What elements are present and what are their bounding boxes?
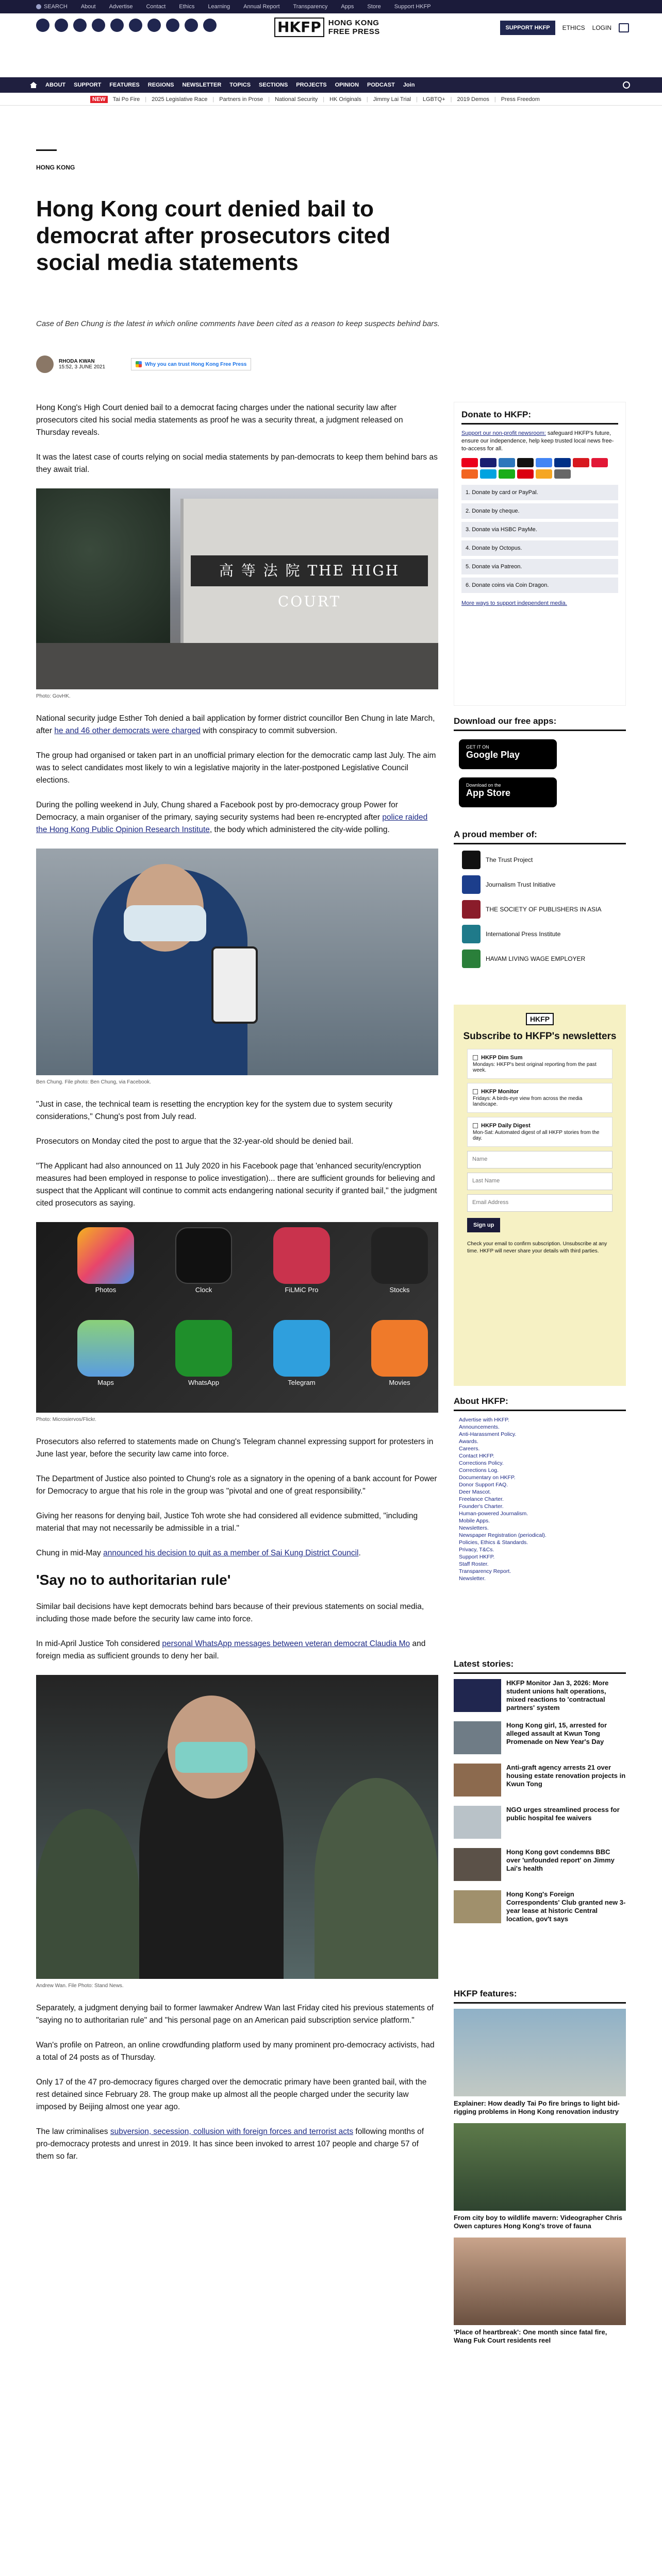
latest-stories-widget bbox=[454, 1659, 626, 1933]
threads-icon[interactable] bbox=[110, 19, 124, 32]
about-link[interactable]: Freelance Charter. bbox=[459, 1496, 504, 1502]
story-thumbnail bbox=[454, 1890, 501, 1923]
about-link[interactable]: Transparency Report. bbox=[459, 1568, 511, 1574]
unionpay-icon bbox=[573, 458, 589, 467]
photo-caption: Andrew Wan. File Photo: Stand News. bbox=[36, 1983, 124, 1989]
paragraph: The group had organised or taken part in an unofficial primary election for the democratic camp last July. The aim was to select candidates most likely to win a legislative majority in the later-postponed Legislative Council elections. bbox=[36, 751, 436, 785]
about-link[interactable]: Privacy, T&Cs. bbox=[459, 1547, 494, 1553]
features-heading: HKFP features: bbox=[454, 1989, 626, 2004]
nav-topics[interactable]: TOPICS bbox=[229, 82, 251, 88]
about-link[interactable]: Awards. bbox=[459, 1438, 478, 1445]
nav-podcast[interactable]: PODCAST bbox=[367, 82, 395, 88]
header-actions bbox=[500, 21, 629, 35]
paragraph: The law criminalises subversion, secession, collusion with foreign forces and terrorist acts following months of pro-democracy protests and unrest in 2019. It has since been invoked to arrest 107 people and charge 57 of them so far. bbox=[36, 2127, 424, 2161]
rss-icon[interactable] bbox=[203, 19, 217, 32]
topbar-store[interactable]: Store bbox=[367, 4, 381, 10]
paragraph: In mid-April Justice Toh considered personal WhatsApp messages between veteran democrat Claudia Mo and foreign media as sufficient grounds to deny her bail. bbox=[36, 1639, 426, 1660]
linkedin-icon[interactable] bbox=[185, 19, 198, 32]
inline-link[interactable]: subversion, secession, collusion with foreign forces and terrorist acts bbox=[110, 2127, 354, 2136]
telegram-icon[interactable] bbox=[147, 19, 161, 32]
topbar-ethics[interactable]: Ethics bbox=[179, 4, 195, 10]
topbar-support[interactable]: Support HKFP bbox=[394, 4, 431, 10]
donate-option[interactable]: 4. Donate by Octopus. bbox=[461, 540, 618, 556]
feature-item[interactable]: 'Place of heartbreak': One month since fatal fire, Wang Fuk Court residents reel bbox=[454, 2238, 626, 2345]
membership-logo[interactable]: The Trust Project bbox=[462, 851, 626, 869]
paragraph: It was the latest case of courts relying on social media statements by pan-democrats to keep them behind bars as they await trial. bbox=[36, 453, 438, 474]
paragraph: Hong Kong's High Court denied bail to a democrat facing charges under the national security law after prosecutors cited his social media statements as proof he was a security threat, a judgment released on Thursday reveals. bbox=[36, 403, 403, 437]
main-nav bbox=[0, 77, 662, 93]
paragraph: Wan's profile on Patreon, an online crowdfunding platform used by many prominent pro-democracy activists, had a total of 24 posts as of Thursday. bbox=[36, 2041, 435, 2062]
about-list bbox=[454, 1416, 626, 1582]
feature-item[interactable]: From city boy to wildlife mavern: Videographer Chris Owen captures Hong Kong's trove of fauna bbox=[454, 2123, 626, 2230]
apps-heading: Download our free apps: bbox=[454, 716, 626, 731]
telegram-app-icon bbox=[273, 1320, 330, 1377]
donate-option[interactable]: 2. Donate by cheque. bbox=[461, 503, 618, 519]
about-heading: About HKFP: bbox=[454, 1396, 626, 1411]
story-item[interactable]: Anti-graft agency arrests 21 over housing estate renovation projects in Kwun Tong bbox=[454, 1764, 626, 1797]
trending-item[interactable]: Tai Po Fire bbox=[112, 96, 140, 103]
trust-project-icon bbox=[462, 851, 481, 869]
donate-option[interactable]: 3. Donate via HSBC PayMe. bbox=[461, 522, 618, 537]
paragraph: Prosecutors also referred to statements made on Chung's Telegram channel expressing support for protesters in June last year, before the security law came into force. bbox=[36, 1437, 434, 1459]
author-avatar bbox=[36, 355, 54, 373]
trust-hkfp-button[interactable]: Why you can trust Hong Kong Free Press bbox=[131, 358, 251, 370]
kicker-rule bbox=[36, 149, 57, 151]
about-link[interactable]: Newspaper Registration (periodical). bbox=[459, 1532, 547, 1538]
feature-image bbox=[454, 2123, 626, 2211]
newsletter-disclaimer: Check your email to confirm subscription. Unsubscribe at any time. HKFP will never share your details with third parties. bbox=[467, 1241, 607, 1254]
newsletter-option[interactable]: HKFP Monitor Fridays: A birds-eye view from across the media landscape. bbox=[467, 1083, 613, 1113]
article-subtitle: Case of Ben Chung is the latest in which online comments have been cited as a reason to keep suspects behind bars. bbox=[36, 319, 440, 328]
visa-icon bbox=[480, 458, 496, 467]
top-utility-bar bbox=[0, 0, 662, 13]
memberships-heading: A proud member of: bbox=[454, 829, 626, 844]
donate-option[interactable]: 1. Donate by card or PayPal. bbox=[461, 485, 618, 500]
trending-item[interactable]: Partners in Prose bbox=[219, 96, 263, 103]
nav-search-icon[interactable] bbox=[623, 81, 630, 89]
membership-logo[interactable]: THE SOCIETY OF PUBLISHERS IN ASIA bbox=[462, 900, 626, 919]
trending-item[interactable]: Press Freedom bbox=[501, 96, 540, 103]
story-item[interactable]: Hong Kong's Foreign Correspondents' Club granted new 3-year lease at historic Central location, gov't says bbox=[454, 1890, 626, 1923]
about-link[interactable]: Donor Support FAQ. bbox=[459, 1482, 508, 1488]
name-input[interactable]: Name bbox=[467, 1151, 613, 1168]
last-name-input[interactable]: Last Name bbox=[467, 1173, 613, 1190]
newsletter-logo: HKFP bbox=[526, 1013, 554, 1025]
logo-text: HONG KONG FREE PRESS bbox=[328, 19, 380, 36]
inline-link[interactable]: he and 46 other democrats were charged bbox=[54, 726, 201, 735]
x-icon[interactable] bbox=[55, 19, 68, 32]
apple-pay-icon bbox=[517, 458, 534, 467]
paragraph: The Department of Justice also pointed to Chung's role as a signatory in the opening of a bank account for Power for Democracy to argue that his role in the group was "pivotal and one of great responsibility." bbox=[36, 1475, 437, 1496]
jti-icon bbox=[462, 875, 481, 894]
youtube-icon[interactable] bbox=[92, 19, 105, 32]
nav-newsletter[interactable]: NEWSLETTER bbox=[182, 82, 222, 88]
more-support-link[interactable]: More ways to support independent media. bbox=[461, 600, 567, 606]
bank-icon bbox=[554, 469, 571, 479]
whatsapp-app-icon bbox=[175, 1320, 232, 1377]
logo-mark: HKFP bbox=[274, 18, 324, 37]
memberships-widget bbox=[454, 829, 626, 968]
story-thumbnail bbox=[454, 1806, 501, 1839]
email-input[interactable]: Email Address bbox=[467, 1194, 613, 1212]
story-item[interactable]: Hong Kong govt condemns BBC over 'unfounded report' on Jimmy Lai's health bbox=[454, 1848, 626, 1881]
latest-heading: Latest stories: bbox=[454, 1659, 626, 1674]
stocks-app-icon bbox=[371, 1227, 428, 1284]
mastodon-icon[interactable] bbox=[129, 19, 142, 32]
signup-button[interactable]: Sign up bbox=[467, 1218, 500, 1232]
wechat-pay-icon bbox=[499, 469, 515, 479]
instagram-icon[interactable] bbox=[73, 19, 87, 32]
search-icon bbox=[36, 4, 41, 9]
photo-caption: Photo: GovHK. bbox=[36, 693, 71, 699]
apps-widget bbox=[454, 716, 626, 807]
about-link[interactable]: Announcements. bbox=[459, 1424, 500, 1430]
trending-bar: NEW Tai Po Fire | 2025 Legislative Race | Partners in Prose | National Security | HK Originals | Jimmy Lai Trial | LGBTQ+ | 2019 Demos | Press Freedom bbox=[0, 93, 662, 106]
google-news-icon bbox=[136, 361, 142, 367]
mastercard-icon bbox=[461, 458, 478, 467]
filmic-app-icon bbox=[273, 1227, 330, 1284]
about-link[interactable]: Human-powered Journalism. bbox=[459, 1511, 528, 1517]
publish-date: 15:52, 3 JUNE 2021 bbox=[59, 364, 106, 370]
trending-item[interactable]: 2019 Demos bbox=[457, 96, 489, 103]
facebook-icon[interactable] bbox=[36, 19, 49, 32]
nav-regions[interactable]: REGIONS bbox=[147, 82, 174, 88]
feature-image bbox=[454, 2238, 626, 2325]
about-link[interactable]: Deer Mascot. bbox=[459, 1489, 491, 1495]
byline bbox=[36, 355, 251, 373]
sopa-icon bbox=[462, 900, 481, 919]
photos-app-icon bbox=[77, 1227, 134, 1284]
topbar-apps[interactable]: Apps bbox=[341, 4, 354, 10]
topbar-transparency[interactable]: Transparency bbox=[293, 4, 328, 10]
ethics-link[interactable]: ETHICS bbox=[562, 24, 585, 31]
checkbox[interactable] bbox=[473, 1123, 478, 1128]
article-category[interactable]: HONG KONG bbox=[36, 164, 75, 171]
google-pay-icon bbox=[536, 458, 552, 467]
membership-logo[interactable]: HAVAM LIVING WAGE EMPLOYER bbox=[462, 950, 626, 968]
story-item[interactable]: HKFP Monitor Jan 3, 2026: More student unions halt operations, mixed reactions to 'contractual partners' system bbox=[454, 1679, 626, 1712]
about-link[interactable]: Corrections Policy. bbox=[459, 1460, 504, 1466]
newsletter-widget bbox=[454, 1005, 626, 1386]
donate-option[interactable]: 6. Donate coins via Coin Dragon. bbox=[461, 578, 618, 593]
paypal-icon bbox=[554, 458, 571, 467]
topbar-about[interactable]: About bbox=[80, 4, 96, 10]
about-link[interactable]: Documentary on HKFP. bbox=[459, 1475, 516, 1481]
topbar-contact[interactable]: Contact bbox=[146, 4, 166, 10]
about-link[interactable]: Anti-Harassment Policy. bbox=[459, 1431, 517, 1437]
amex-icon bbox=[499, 458, 515, 467]
nav-features[interactable]: FEATURES bbox=[109, 82, 140, 88]
donate-heading: Donate to HKFP: bbox=[461, 410, 618, 425]
paragraph: Similar bail decisions have kept democrats behind bars because of their previous statements on social media, including those made before the security law came into force. bbox=[36, 1602, 424, 1623]
topbar-search[interactable]: SEARCH bbox=[36, 4, 68, 10]
story-thumbnail bbox=[454, 1679, 501, 1712]
donate-option[interactable]: 5. Donate via Patreon. bbox=[461, 559, 618, 574]
feature-image bbox=[454, 2009, 626, 2096]
inline-link[interactable]: announced his decision to quit as a member of Sai Kung District Council bbox=[103, 1549, 359, 1557]
story-thumbnail bbox=[454, 1764, 501, 1797]
donate-link[interactable]: Support our non-profit newsroom: bbox=[461, 430, 546, 436]
movies-app-icon bbox=[371, 1320, 428, 1377]
court-sign: 高 等 法 院 THE HIGH COURT bbox=[191, 555, 428, 586]
living-wage-icon bbox=[462, 950, 481, 968]
paragraph: During the polling weekend in July, Chung shared a Facebook post by pro-democracy group Power for Democracy, a main organiser of the primary, saying security systems had been re-encrypted after police raided the Hong Kong Public Opinion Research Institute, the body which administered the city-wide polling. bbox=[36, 801, 428, 834]
checkbox[interactable] bbox=[473, 1089, 478, 1094]
about-link[interactable]: Mobile Apps. bbox=[459, 1518, 490, 1524]
trending-item[interactable]: 2025 Legislative Race bbox=[152, 96, 208, 103]
story-thumbnail bbox=[454, 1721, 501, 1754]
paragraph: Giving her reasons for denying bail, Justice Toh wrote she had considered all evidence submitted, "including material that may not necessarily be admissible in a trial." bbox=[36, 1512, 418, 1533]
membership-logo[interactable]: International Press Institute bbox=[462, 925, 626, 943]
nav-support[interactable]: SUPPORT bbox=[74, 82, 102, 88]
paragraph: Chung in mid-May announced his decision to quit as a member of Sai Kung District Council. bbox=[36, 1549, 361, 1557]
newsletter-option[interactable]: HKFP Dim Sum Mondays: HKFP's best original reporting from the past week. bbox=[467, 1049, 613, 1079]
new-badge: NEW bbox=[90, 96, 108, 103]
ipi-icon bbox=[462, 925, 481, 943]
paragraph: Only 17 of the 47 pro-democracy figures charged over the democratic primary have been granted bail, with the rest detained since February 28. The group make up almost all the people charged under the security law imposed by Beijing almost one year ago. bbox=[36, 2078, 427, 2111]
feature-item[interactable]: Explainer: How deadly Tai Po fire brings to light bid-rigging problems in Hong Kong renovation industry bbox=[454, 2009, 626, 2116]
payment-methods bbox=[461, 458, 618, 479]
photo-caption: Ben Chung. File photo: Ben Chung, via Facebook. bbox=[36, 1079, 151, 1085]
donate-widget: Donate to HKFP: Support our non-profit newsroom: safeguard HKFP's future, ensure our independence, help keep trusted local news free-to-access for all. 1. Donate by card or PayPal. 2. Donate by cheque. 3. Donate via HSBC PayMe. 4. Donate by Octopus. 5. Donate via Patreon. 6. Donate coins via Coin Dragon. More ways to support independent media. bbox=[454, 402, 626, 706]
membership-logo[interactable]: Journalism Trust Initiative bbox=[462, 875, 626, 894]
trending-item[interactable]: LGBTQ+ bbox=[422, 96, 445, 103]
newsletter-heading: Subscribe to HKFP's newsletters bbox=[463, 1031, 617, 1042]
jcb-icon bbox=[591, 458, 608, 467]
about-link[interactable]: Founder's Charter. bbox=[459, 1503, 504, 1510]
app-store-button[interactable]: Download on the App Store bbox=[459, 777, 557, 807]
nav-projects[interactable]: PROJECTS bbox=[296, 82, 327, 88]
author-name[interactable]: RHODA KWAN bbox=[59, 359, 95, 364]
paragraph: "Just in case, the technical team is resetting the encryption key for the system due to system security considerations," Chung's post from July read. bbox=[36, 1100, 393, 1121]
about-link[interactable]: Support HKFP. bbox=[459, 1554, 495, 1560]
inline-link[interactable]: police raided the Hong Kong Public Opinion Research Institute bbox=[36, 813, 428, 834]
home-icon[interactable] bbox=[30, 82, 37, 88]
about-link[interactable]: Contact HKFP. bbox=[459, 1453, 494, 1459]
cart-icon[interactable] bbox=[619, 23, 629, 32]
maps-app-icon bbox=[77, 1320, 134, 1377]
google-play-button[interactable]: GET IT ON Google Play bbox=[459, 739, 557, 769]
trending-item[interactable]: National Security bbox=[275, 96, 318, 103]
trending-item[interactable]: Jimmy Lai Trial bbox=[373, 96, 411, 103]
about-link[interactable]: Newsletter. bbox=[459, 1575, 486, 1582]
topbar-annual-report[interactable]: Annual Report bbox=[243, 4, 280, 10]
nav-join[interactable]: Join bbox=[403, 82, 415, 88]
inline-link[interactable]: personal WhatsApp messages between veteran democrat Claudia Mo bbox=[162, 1639, 410, 1648]
login-link[interactable]: LOGIN bbox=[592, 24, 611, 31]
payme-icon bbox=[517, 469, 534, 479]
whatsapp-icon[interactable] bbox=[166, 19, 179, 32]
about-link[interactable]: Advertise with HKFP. bbox=[459, 1417, 509, 1423]
topbar-advertise[interactable]: Advertise bbox=[109, 4, 133, 10]
article-body bbox=[36, 402, 438, 2175]
features-widget bbox=[454, 1989, 626, 2352]
story-item[interactable]: Hong Kong girl, 15, arrested for alleged assault at Kwun Tong Promenade on New Year's Day bbox=[454, 1721, 626, 1754]
section-heading: 'Say no to authoritarian rule' bbox=[36, 1572, 231, 1588]
octopus-icon bbox=[536, 469, 552, 479]
story-thumbnail bbox=[454, 1848, 501, 1881]
about-link[interactable]: Newsletters. bbox=[459, 1525, 489, 1531]
clock-app-icon bbox=[175, 1227, 232, 1284]
about-link[interactable]: Careers. bbox=[459, 1446, 480, 1452]
topbar-learning[interactable]: Learning bbox=[208, 4, 230, 10]
article-title: Hong Kong court denied bail to democrat after prosecutors cited social media statements bbox=[36, 196, 391, 275]
nav-about[interactable]: ABOUT bbox=[45, 82, 66, 88]
story-item[interactable]: NGO urges streamlined process for public hospital fee waivers bbox=[454, 1806, 626, 1839]
paragraph: Separately, a judgment denying bail to former lawmaker Andrew Wan last Friday cited his previous statements of "saying no to authoritarian rule" and "his personal page on an American paid subscription service platform." bbox=[36, 2004, 434, 2025]
photo-caption: Photo: Microsiervos/Flickr. bbox=[36, 1417, 96, 1422]
discover-icon bbox=[461, 469, 478, 479]
newsletter-option[interactable]: HKFP Daily Digest Mon-Sat: Automated digest of all HKFP stories from the day. bbox=[467, 1117, 613, 1147]
ben-chung-photo bbox=[36, 849, 438, 1075]
andrew-wan-photo bbox=[36, 1675, 438, 1979]
about-link[interactable]: Staff Roster. bbox=[459, 1561, 489, 1567]
support-hkfp-button[interactable]: SUPPORT HKFP bbox=[500, 21, 555, 35]
phone-apps-photo: Photos Clock FiLMiC Pro Stocks Maps WhatsApp Telegram Movies bbox=[36, 1222, 438, 1413]
paragraph: "The Applicant had also announced on 11 July 2020 in his Facebook page that 'enhanced security/encryption measures had been employed in response to police investigation)... there are sufficient grounds for believing and suspect that the Applicant will continue to commit acts endangering national security if granted bail," the judgment cited prosecutors as saying. bbox=[36, 1162, 437, 1208]
high-court-photo bbox=[36, 488, 438, 689]
nav-sections[interactable]: SECTIONS bbox=[259, 82, 288, 88]
nav-opinion[interactable]: OPINION bbox=[335, 82, 359, 88]
trending-item[interactable]: HK Originals bbox=[329, 96, 361, 103]
paragraph: Prosecutors on Monday cited the post to argue that the 32-year-old should be denied bail. bbox=[36, 1137, 354, 1146]
paragraph: National security judge Esther Toh denied a bail application by former district councillor Ben Chung in late March, after he and 46 other democrats were charged with conspiracy to commit subversion. bbox=[36, 714, 435, 735]
site-logo[interactable] bbox=[274, 18, 380, 37]
social-links bbox=[36, 19, 217, 32]
about-link[interactable]: Policies, Ethics & Standards. bbox=[459, 1539, 528, 1546]
checkbox[interactable] bbox=[473, 1055, 478, 1060]
alipay-icon bbox=[480, 469, 496, 479]
about-link[interactable]: Corrections Log. bbox=[459, 1467, 499, 1473]
about-widget bbox=[454, 1396, 626, 1582]
